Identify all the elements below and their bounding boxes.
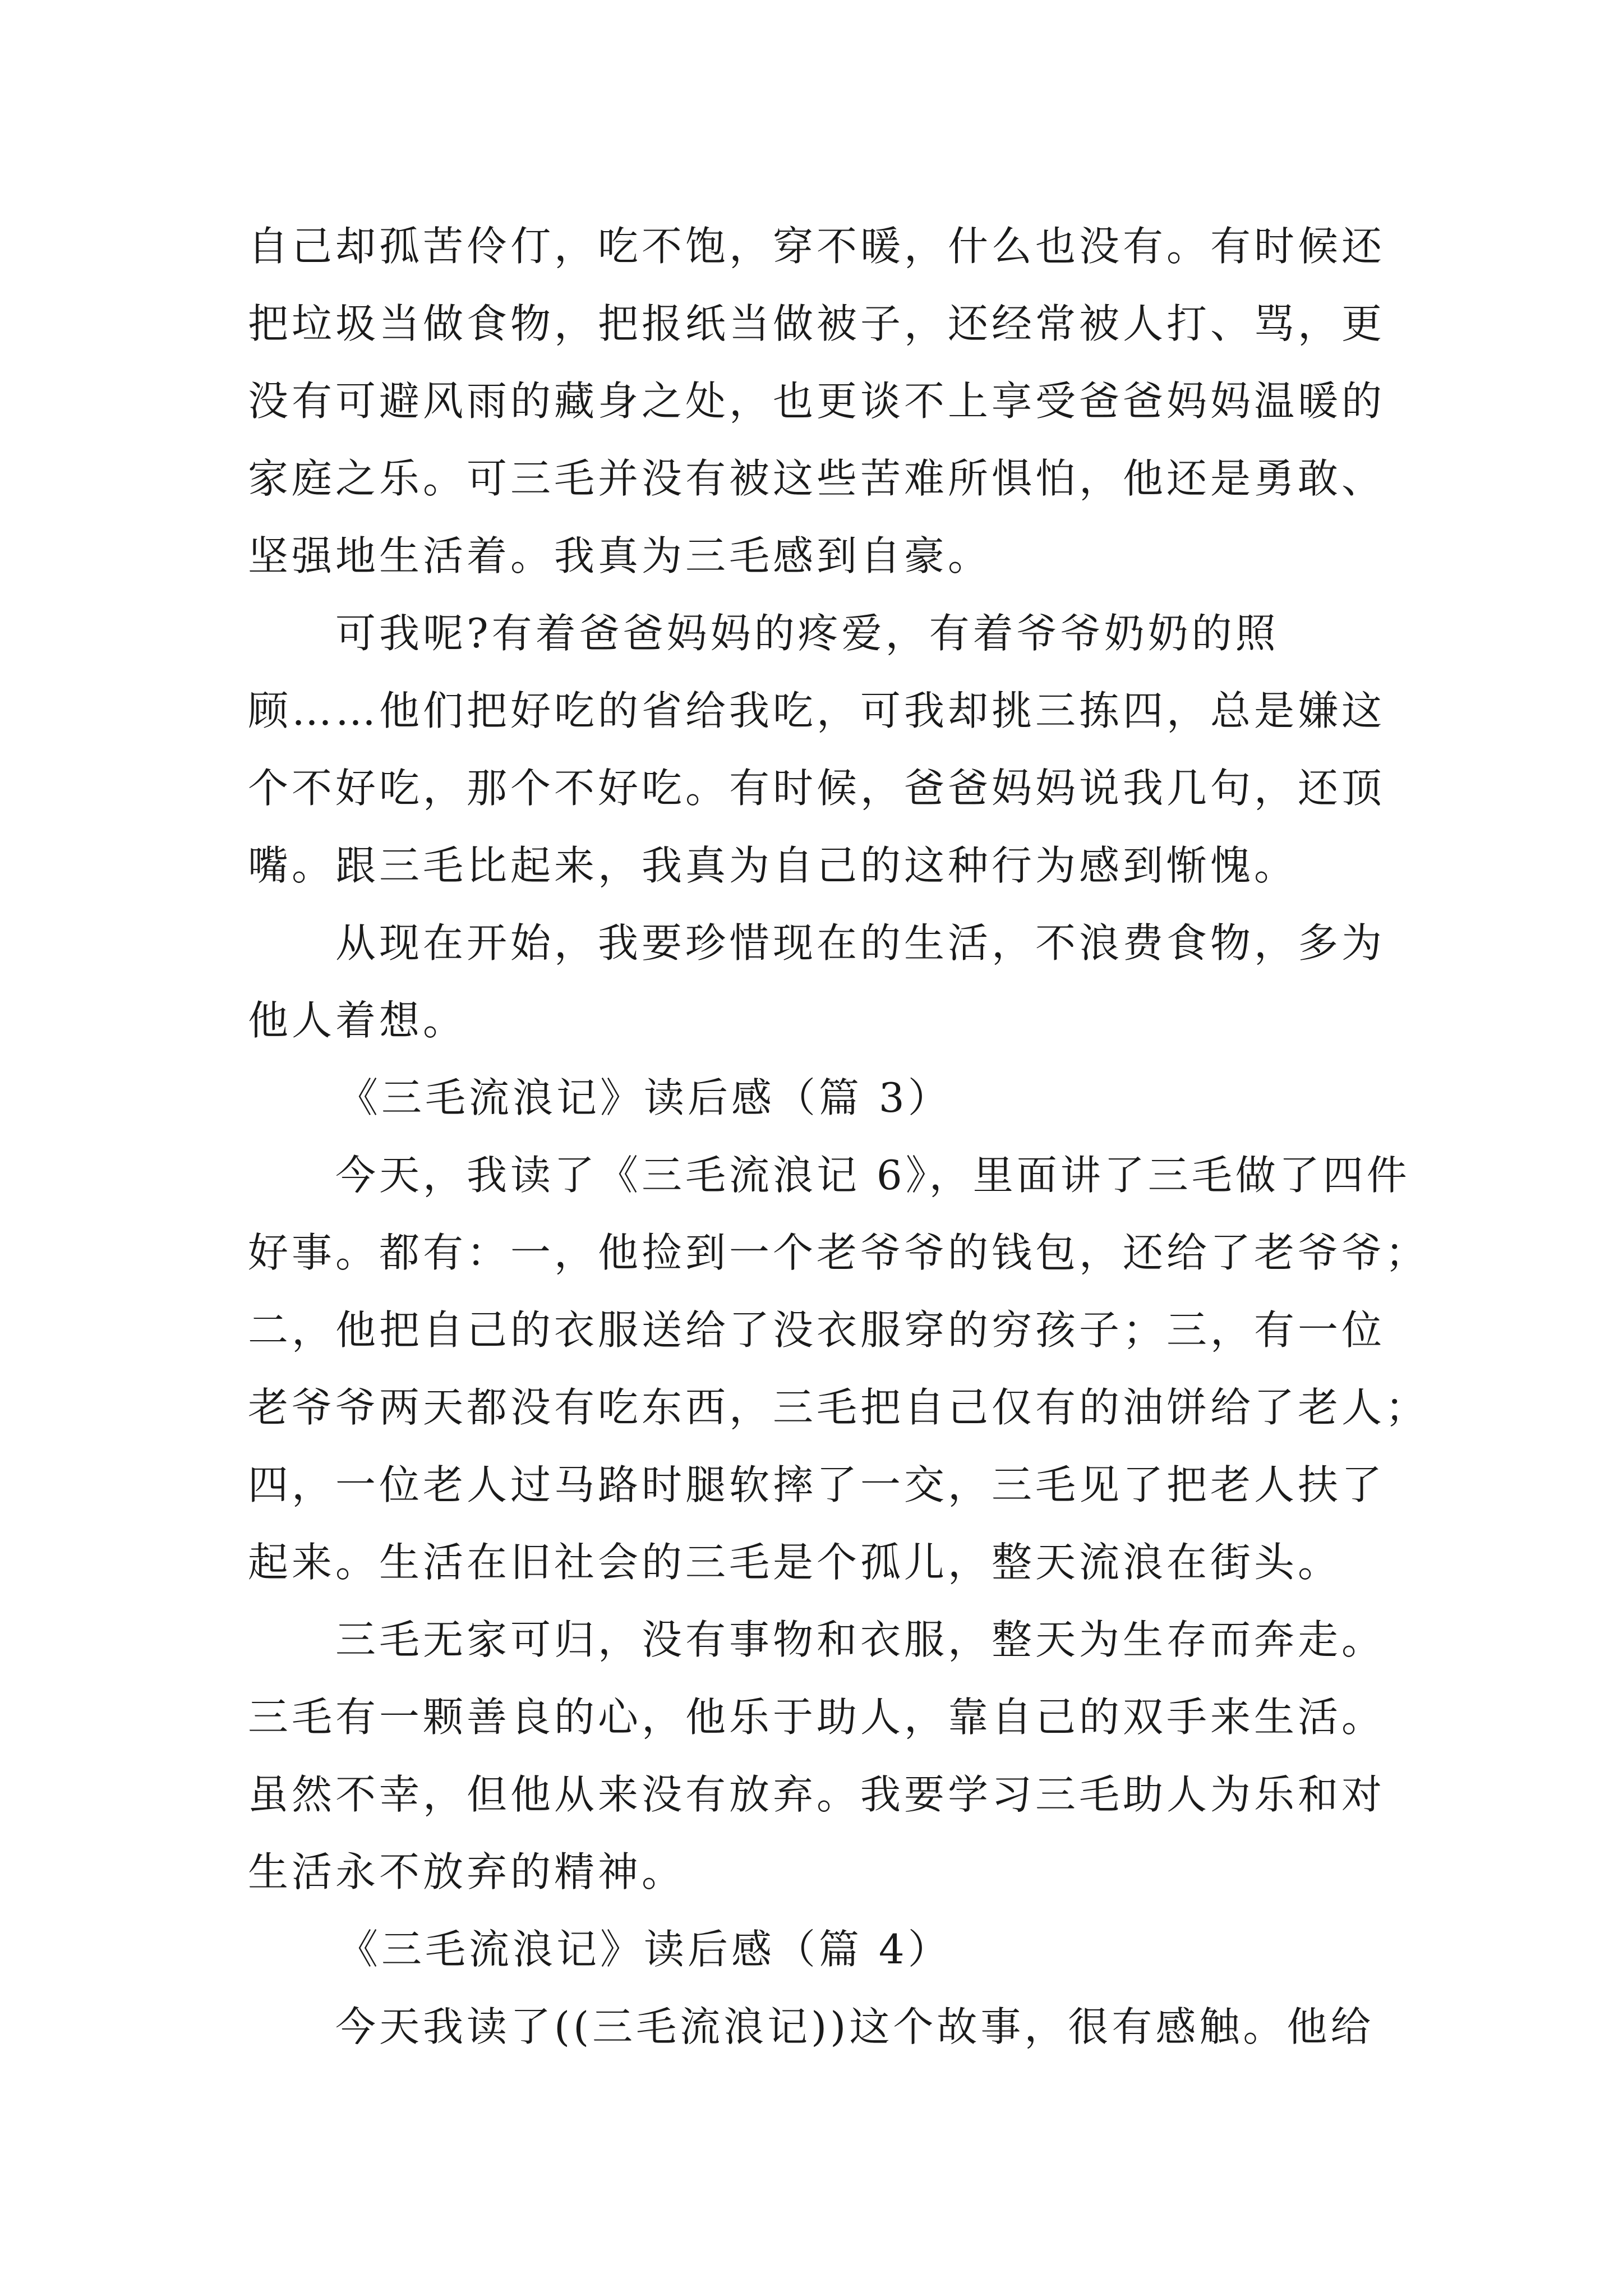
text-line: 好事。都有：一，他捡到一个老爷爷的钱包，还给了老爷爷；: [248, 1229, 1430, 1276]
text-line: 四，一位老人过马路时腿软摔了一交，三毛见了把老人扶了: [248, 1461, 1386, 1508]
document-body: [248, 208, 1430, 2065]
text-line: 没有可避风雨的藏身之处，也更谈不上享受爸爸妈妈温暖的: [248, 378, 1386, 425]
text-line: 二，他把自己的衣服送给了没衣服穿的穷孩子；三，有一位: [248, 1306, 1386, 1354]
text-line: 老爷爷两天都没有吃东西，三毛把自己仅有的油饼给了老人；: [248, 1384, 1430, 1431]
text-line: 生活永不放弃的精神。: [248, 1848, 686, 1895]
text-line: 嘴。跟三毛比起来，我真为自己的这种行为感到惭愧。: [248, 842, 1298, 889]
section-heading-3: 《三毛流浪记》读后感（篇 3）: [338, 1074, 952, 1121]
text-line: 三毛有一颗善良的心，他乐于助人，靠自己的双手来生活。: [248, 1694, 1386, 1741]
text-line: 把垃圾当做食物，把报纸当做被子，还经常被人打、骂，更: [248, 300, 1386, 347]
text-line: 虽然不幸，但他从来没有放弃。我要学习三毛助人为乐和对: [248, 1771, 1386, 1818]
text-line: 坚强地生活着。我真为三毛感到自豪。: [248, 532, 992, 579]
text-line: 家庭之乐。可三毛并没有被这些苦难所惧怕，他还是勇敢、: [248, 455, 1386, 502]
text-line: 他人着想。: [248, 997, 467, 1044]
text-line: 今天我读了((三毛流浪记))这个故事，很有感触。他给: [248, 2003, 1375, 2050]
text-line: 三毛无家可归，没有事物和衣服，整天为生存而奔走。: [248, 1616, 1386, 1663]
text-line: 从现在开始，我要珍惜现在的生活，不浪费食物，多为: [248, 919, 1386, 967]
text-line: 顾……他们把好吃的省给我吃，可我却挑三拣四，总是嫌这: [248, 687, 1386, 734]
text-line: 个不好吃，那个不好吃。有时候，爸爸妈妈说我几句，还顶: [248, 765, 1386, 812]
text-line: 可我呢?有着爸爸妈妈的疼爱，有着爷爷奶奶的照: [248, 610, 1279, 657]
section-heading-4: 《三毛流浪记》读后感（篇 4）: [338, 1926, 952, 1973]
text-line: 今天，我读了《三毛流浪记 6》，里面讲了三毛做了四件: [248, 1152, 1410, 1199]
text-line: 自己却孤苦伶仃，吃不饱，穿不暖，什么也没有。有时候还: [248, 223, 1386, 270]
text-line: 起来。生活在旧社会的三毛是个孤儿，整天流浪在街头。: [248, 1539, 1342, 1586]
